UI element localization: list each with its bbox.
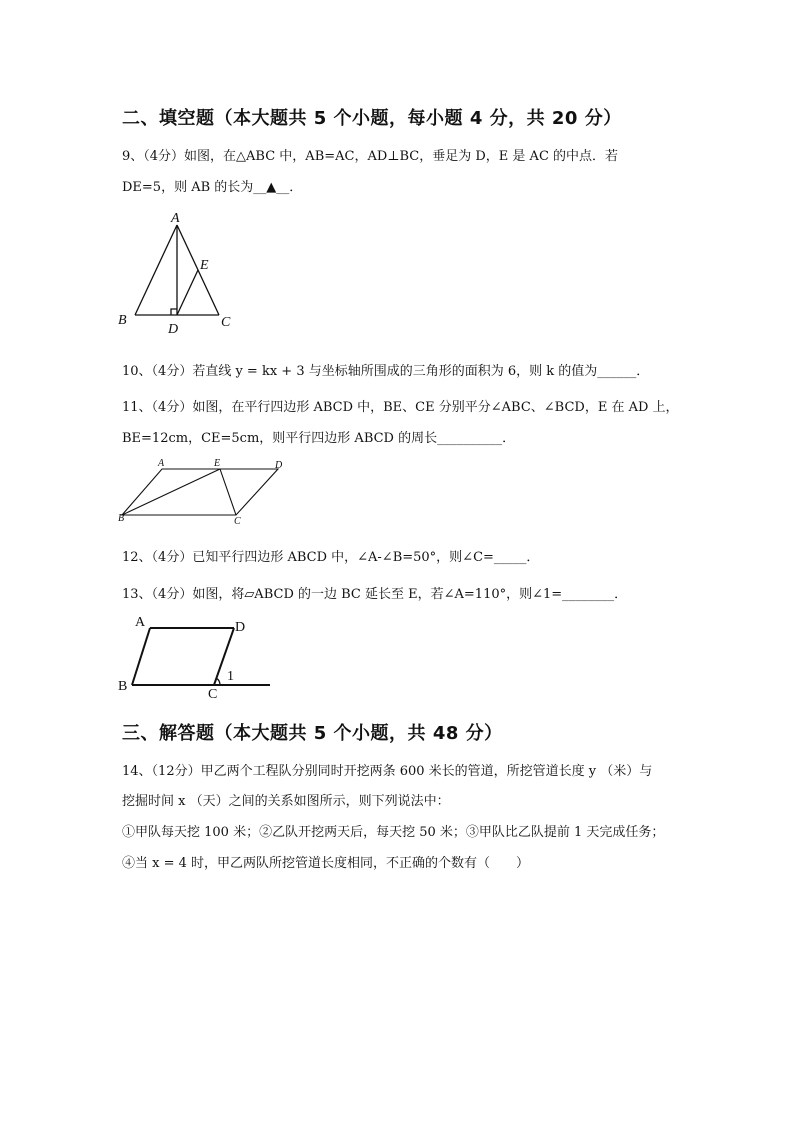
question-9-line-2: DE=5，则 AB 的长为__▲__． [122, 180, 303, 195]
figure-parallelogram-abcd-bisectors [112, 455, 302, 527]
question-10-line-1: 10、（4分）若直线 y = kx + 3 与坐标轴所围成的三角形的面积为 6，则 k 的值为______． [122, 364, 650, 379]
question-13-line-1: 13、（4分）如图，将▱ABCD 的一边 BC 延长至 E，若∠A=110°，则∠1=________． [122, 587, 628, 602]
section-title-fill-in: 二、填空题（本大题共 5 个小题，每小题 4 分，共 20 分） [122, 108, 622, 129]
label-B: B [118, 513, 125, 524]
question-14-line-2: 挖掘时间 x （天）之间的关系如图所示，则下列说法中： [122, 794, 450, 809]
label-C: C [221, 315, 231, 330]
label-A: A [135, 615, 146, 630]
label-D: D [235, 620, 246, 635]
label-E: E [200, 258, 209, 273]
question-11-line-2: BE=12cm，CE=5cm，则平行四边形 ABCD 的周长__________． [122, 431, 516, 446]
question-11-line-1: 11、（4分）如图，在平行四边形 ABCD 中，BE、CE 分别平分∠ABC、∠BCD，E 在 AD 上， [122, 400, 679, 415]
question-14-line-1: 14、（12分）甲乙两个工程队分别同时开挖两条 600 米长的管道，所挖管道长度 y （米）与 [122, 764, 653, 779]
question-14-line-3: ①甲队每天挖 100 米；②乙队开挖两天后，每天挖 50 米；③甲队比乙队提前 1 天完成任务； [122, 825, 665, 840]
label-C: C [234, 516, 241, 527]
label-B: B [118, 679, 128, 694]
question-12-line-1: 12、（4分）已知平行四边形 ABCD 中，∠A-∠B=50°，则∠C=_____． [122, 550, 540, 565]
label-A: A [158, 458, 165, 469]
label-B: B [118, 313, 127, 328]
label-D: D [275, 460, 283, 471]
label-A: A [171, 211, 180, 226]
label-C: C [208, 687, 218, 700]
figure-triangle-abc [110, 205, 250, 340]
label-E: E [214, 458, 221, 469]
question-9-line-1: 9、（4分）如图，在△ABC 中，AB=AC，AD⊥BC，垂足为 D，E 是 AC 的中点．若 [122, 149, 619, 164]
figure-parallelogram-extended [112, 610, 282, 700]
label-D: D [168, 322, 179, 337]
section-title-solutions: 三、解答题（本大题共 5 个小题，共 48 分） [122, 723, 503, 744]
question-14-line-4: ④当 x = 4 时，甲乙两队所挖管道长度相同，不正确的个数有（ ） [122, 856, 530, 871]
label-angle-1: 1 [227, 669, 234, 684]
